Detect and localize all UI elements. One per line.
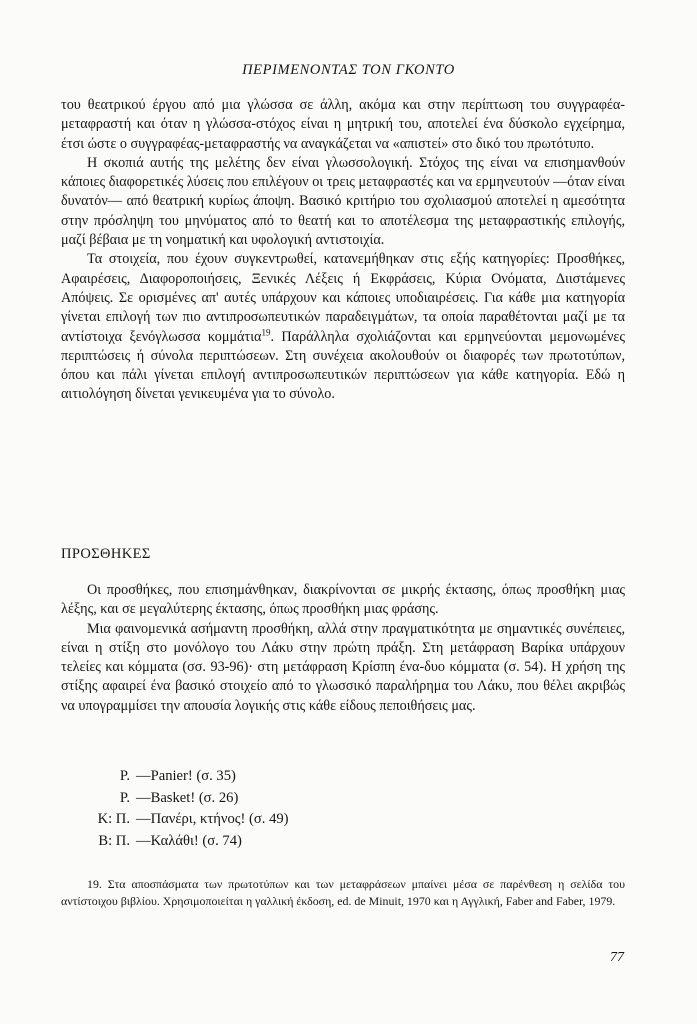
- paragraph: του θεατρικού έργου από μια γλώσσα σε άλλη, ακόμα και στην περίπτωση του συγγραφέα-μεταφραστή και όταν η γλώσσα-στόχος είναι η μητρική του, αποτελεί ένα δύσκολο εγχείρημα, έτσι ώστε ο συγγραφέας-μεταφραστής να αναγκάζεται να «απιστεί» στο δικό του πρωτότυπο.: [61, 97, 625, 152]
- example-line: —Panier! (σ. 35): [136, 768, 236, 784]
- footnote: [61, 876, 625, 910]
- paragraph: Η σκοπιά αυτής της μελέτης δεν είναι γλωσσολογική. Στόχος της είναι να επισημανθούν κάποιες διαφορετικές λύσεις που επιλέγουν οι τρεις μεταφραστές και να ερμηνευτούν —όταν είναι δυνατόν— από θεατρική κυρίως άποψη. Βασικό κριτήριο του σχολιασμού αποτελεί η αμεσότητα στην πρόσληψη του μηνύματος από το θεατή και το αποτέλεσμα της μεταφραστικής επιλογής, μαζί βέβαια με τη νοηματική και υφολογική αντιστοιχία.: [61, 154, 625, 249]
- footnote-text: 19. Στα αποσπάσματα των πρωτοτύπων και των μεταφράσεων μπαίνει μέσα σε παρένθεση η σελίδα του αντίστοιχου βιβλίου. Χρησιμοποιείται η γαλλική έκδοση, ed. de Minuit, 1970 και η Αγγλική, Faber and Faber, 1979.: [61, 877, 625, 908]
- example-line: —Πανέρι, κτήνος! (σ. 49): [136, 811, 289, 827]
- examples-list: [97, 766, 289, 852]
- example-row: [103, 766, 289, 788]
- example-speaker: K: Π.: [97, 811, 130, 827]
- section-heading: ΠΡΟΣΘΗΚΕΣ: [61, 546, 151, 562]
- paragraph: Μια φαινομενικά ασήμαντη προσθήκη, αλλά στην πραγματικότητα με σημαντικές συνέπειες, είναι η στίξη στο μονόλογο του Λάκυ στην πρώτη πράξη. Στη μετάφραση Βαρίκα υπάρχουν τελείες και κόμματα (σσ. 93-96)· στη μετάφραση Κρίσπη ένα-δυο κόμματα (σ. 54). Η χρήση της στίξης αφαιρεί ένα βασικό στοιχείο από το γλωσσικό παραλήρημα του Λάκυ, που θέλει ακριβώς να υπογραμμίσει την απουσία λογικής στις κάθε είδους πεποιθήσεις μας.: [61, 620, 625, 714]
- example-row: [103, 788, 289, 810]
- running-header: ΠΕΡΙΜΕΝΟΝΤΑΣ ΤΟΝ ΓΚΟΝΤΟ: [242, 62, 455, 78]
- paragraph: [61, 250, 625, 404]
- paragraph: Οι προσθήκες, που επισημάνθηκαν, διακρίνονται σε μικρής έκτασης, όπως προσθήκη μιας λέξης, και σε μεγαλύτερης έκτασης, όπως προσθήκη μιας φράσης.: [61, 582, 625, 618]
- intro-text: [61, 96, 625, 405]
- example-row: [98, 831, 289, 853]
- section-text: [61, 581, 625, 716]
- example-row: [97, 809, 289, 831]
- paragraph-text: . Παράλληλα σχολιάζονται και ερμηνεύονται μεμονωμένες περιπτώσεις ή σύνολα περιπτώσεων. Στη συνέχεια ακολουθούν οι διαφορές των πρωτοτύπων, όπου και πάλι γίνεται επιλογή αντιπροσωπευτικών περιπτώσεων για κάθε κατηγορία. Εδώ η αιτιολόγηση δίνεται γενικευμένα για το σύνολο.: [61, 328, 625, 403]
- example-speaker: P.: [119, 789, 130, 806]
- footnote-reference[interactable]: 19: [261, 326, 271, 337]
- example-speaker: B: Π.: [98, 832, 130, 849]
- example-line: —Καλάθι! (σ. 74): [136, 832, 242, 849]
- example-speaker: P.: [119, 768, 130, 784]
- example-line: —Basket! (σ. 26): [136, 789, 239, 806]
- page-number: 77: [610, 950, 624, 965]
- paragraph-text: Τα στοιχεία, που έχουν συγκεντρωθεί, κατανεμήθηκαν στις εξής κατηγορίες: Προσθήκες, Αφαιρέσεις, Διαφοροποιήσεις, Ξενικές Λέξεις ή Εκφράσεις, Κύρια Ονόματα, Διιστάμενες Απόψεις. Σε ορισμένες απ' αυτές υπάρχουν και κάποιες υποδιαιρέσεις. Για κάθε μια κατηγορία γίνεται επιλογή των πιο αντιπροσωπευτικών παραδειγμάτων, τα οποία παραθέτονται μαζί με τα αντίστοιχα ξενόγλωσσα κομμάτια: [61, 251, 625, 345]
